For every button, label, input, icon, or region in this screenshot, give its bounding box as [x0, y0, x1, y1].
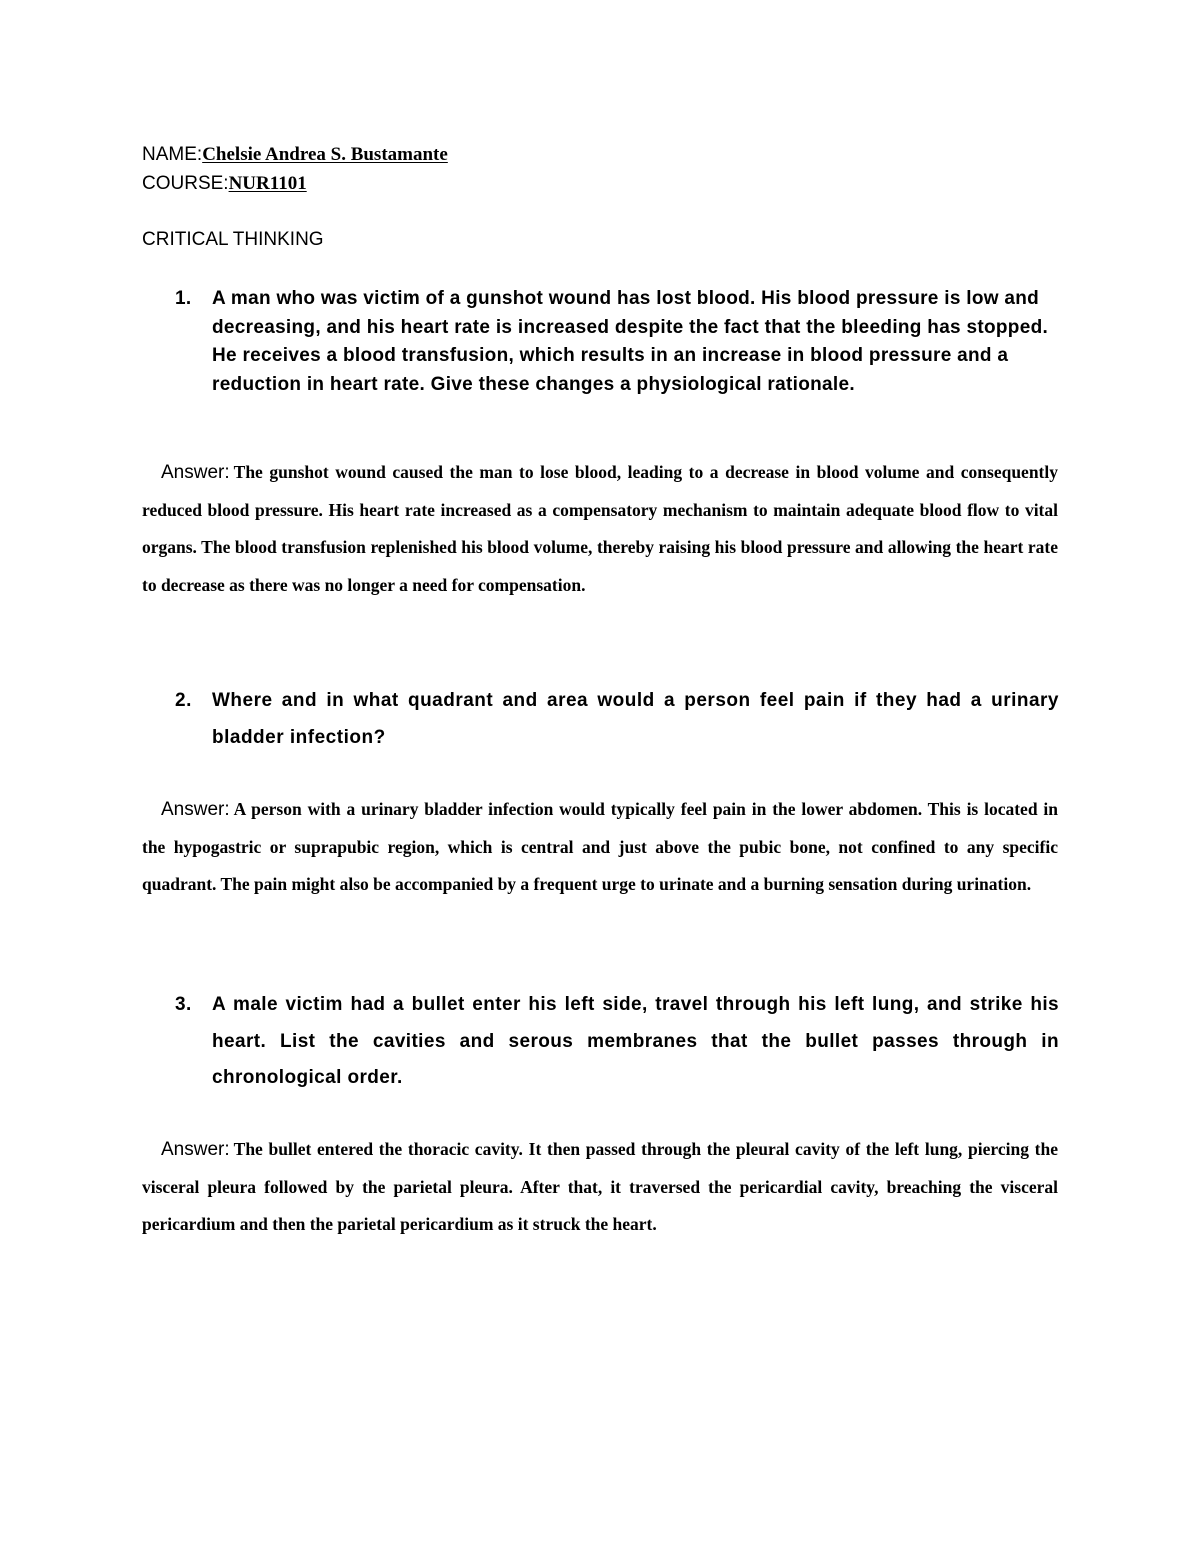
answer-label: Answer:: [161, 799, 230, 820]
section-title: CRITICAL THINKING: [142, 229, 324, 250]
question-2: [175, 683, 1059, 756]
answer-text: A person with a urinary bladder infection would typically feel pain in the lower abdomen. This is located in the hypogastric or suprapubic region, which is central and just above the pubic bone, not confined to any specific quadrant. The pain might also be accompanied by a frequent urge to urinate and a burning sensation during urination.: [142, 799, 1058, 894]
answer-text: The gunshot wound caused the man to lose blood, leading to a decrease in blood volume and consequently reduced blood pressure. His heart rate increased as a compensatory mechanism to maintain adequate blood flow to vital organs. The blood transfusion replenished his blood volume, thereby raising his blood pressure and allowing the heart rate to decrease as there was no longer a need for compensation.: [142, 462, 1058, 595]
name-label: NAME:: [142, 144, 203, 165]
answer-label: Answer:: [161, 1139, 230, 1160]
question-number: 1.: [175, 288, 192, 309]
question-3: [175, 987, 1059, 1097]
answer-3: [142, 1131, 1058, 1244]
course-value: NUR1101: [228, 173, 307, 194]
name-value: Chelsie Andrea S. Bustamante: [202, 144, 448, 165]
course-label: COURSE:: [142, 173, 229, 194]
answer-label: Answer:: [161, 462, 230, 483]
question-text: A man who was victim of a gunshot wound has lost blood. His blood pressure is low and decreasing, and his heart rate is increased despite the fact that the bleeding has stopped. He receives a blood transfusion, which results in an increase in blood pressure and a reduction in heart rate. Give these changes a physiological rationale.: [212, 288, 1049, 395]
question-text: A male victim had a bullet enter his left side, travel through his left lung, and strike his heart. List the cavities and serous membranes that the bullet passes through in chronological order.: [212, 994, 1059, 1088]
question-number: 3.: [175, 994, 192, 1015]
course-line: [142, 172, 307, 196]
answer-text: The bullet entered the thoracic cavity. It then passed through the pleural cavity of the left lung, piercing the visceral pleura followed by the parietal pleura. After that, it traversed the pericardial cavity, breaching the visceral pericardium and then the parietal pericardium as it struck the heart.: [142, 1139, 1058, 1234]
answer-2: [142, 791, 1058, 904]
question-text: Where and in what quadrant and area would a person feel pain if they had a urinary bladder infection?: [212, 690, 1059, 748]
answer-1: [142, 454, 1058, 604]
question-1: [175, 285, 1059, 399]
name-line: [142, 143, 448, 167]
question-number: 2.: [175, 690, 192, 711]
